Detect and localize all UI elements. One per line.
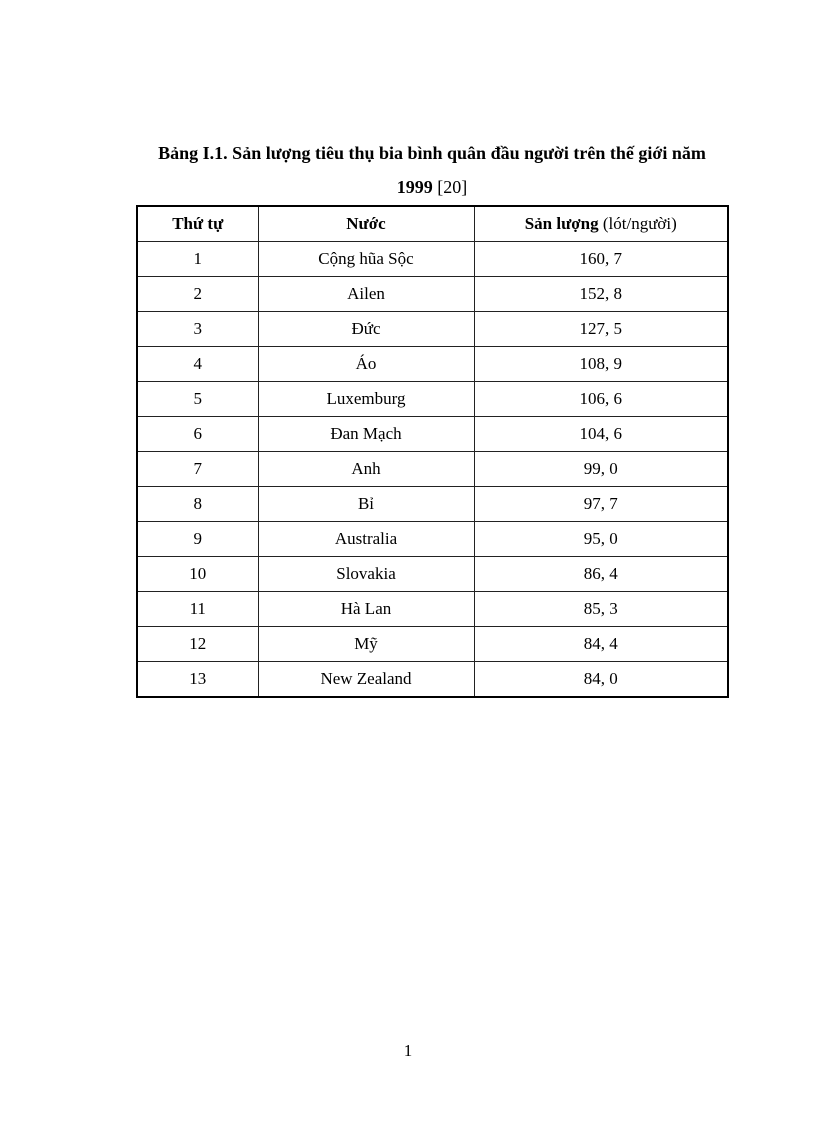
cell-country: Đức xyxy=(258,312,474,347)
cell-order: 5 xyxy=(137,382,258,417)
caption-reference: [20] xyxy=(437,177,468,197)
table-row xyxy=(137,347,728,382)
caption-year: 1999 xyxy=(396,177,433,197)
table-row xyxy=(137,452,728,487)
cell-order: 8 xyxy=(137,487,258,522)
cell-output: 99, 0 xyxy=(474,452,728,487)
cell-country: New Zealand xyxy=(258,662,474,698)
caption-year-line xyxy=(100,170,764,204)
header-country: Nước xyxy=(258,206,474,242)
cell-output: 104, 6 xyxy=(474,417,728,452)
header-output-unit: (lót/người) xyxy=(602,214,677,233)
table-row xyxy=(137,592,728,627)
cell-order: 3 xyxy=(137,312,258,347)
table-row xyxy=(137,487,728,522)
cell-output: 84, 0 xyxy=(474,662,728,698)
cell-country: Mỹ xyxy=(258,627,474,662)
header-order: Thứ tự xyxy=(137,206,258,242)
cell-country: Slovakia xyxy=(258,557,474,592)
cell-country: Cộng hũa Sộc xyxy=(258,242,474,277)
cell-output: 95, 0 xyxy=(474,522,728,557)
header-output-label: Sản lượng xyxy=(524,214,599,233)
cell-order: 12 xyxy=(137,627,258,662)
cell-order: 1 xyxy=(137,242,258,277)
cell-output: 97, 7 xyxy=(474,487,728,522)
cell-output: 85, 3 xyxy=(474,592,728,627)
cell-order: 6 xyxy=(137,417,258,452)
cell-order: 11 xyxy=(137,592,258,627)
cell-country: Áo xyxy=(258,347,474,382)
table-row xyxy=(137,662,728,698)
cell-country: Anh xyxy=(258,452,474,487)
cell-output: 108, 9 xyxy=(474,347,728,382)
cell-country: Bỉ xyxy=(258,487,474,522)
cell-country: Hà Lan xyxy=(258,592,474,627)
table-row xyxy=(137,627,728,662)
cell-output: 106, 6 xyxy=(474,382,728,417)
cell-order: 9 xyxy=(137,522,258,557)
caption-title: Bảng I.1. Sản lượng tiêu thụ bia bình quân đầu người trên thế giới năm xyxy=(158,143,706,163)
page-number: 1 xyxy=(403,1041,413,1060)
table-row xyxy=(137,522,728,557)
table-row xyxy=(137,312,728,347)
table-header-row xyxy=(137,206,728,242)
cell-order: 2 xyxy=(137,277,258,312)
table-row xyxy=(137,277,728,312)
cell-country: Đan Mạch xyxy=(258,417,474,452)
beer-consumption-table xyxy=(136,205,729,698)
cell-order: 7 xyxy=(137,452,258,487)
table-row xyxy=(137,242,728,277)
cell-order: 10 xyxy=(137,557,258,592)
cell-order: 4 xyxy=(137,347,258,382)
cell-output: 152, 8 xyxy=(474,277,728,312)
cell-country: Luxemburg xyxy=(258,382,474,417)
table-row xyxy=(137,417,728,452)
cell-order: 13 xyxy=(137,662,258,698)
header-output xyxy=(474,206,728,242)
table-caption xyxy=(100,136,764,204)
cell-output: 160, 7 xyxy=(474,242,728,277)
table-row xyxy=(137,557,728,592)
cell-country: Ailen xyxy=(258,277,474,312)
cell-output: 84, 4 xyxy=(474,627,728,662)
cell-country: Australia xyxy=(258,522,474,557)
cell-output: 86, 4 xyxy=(474,557,728,592)
cell-output: 127, 5 xyxy=(474,312,728,347)
table-row xyxy=(137,382,728,417)
